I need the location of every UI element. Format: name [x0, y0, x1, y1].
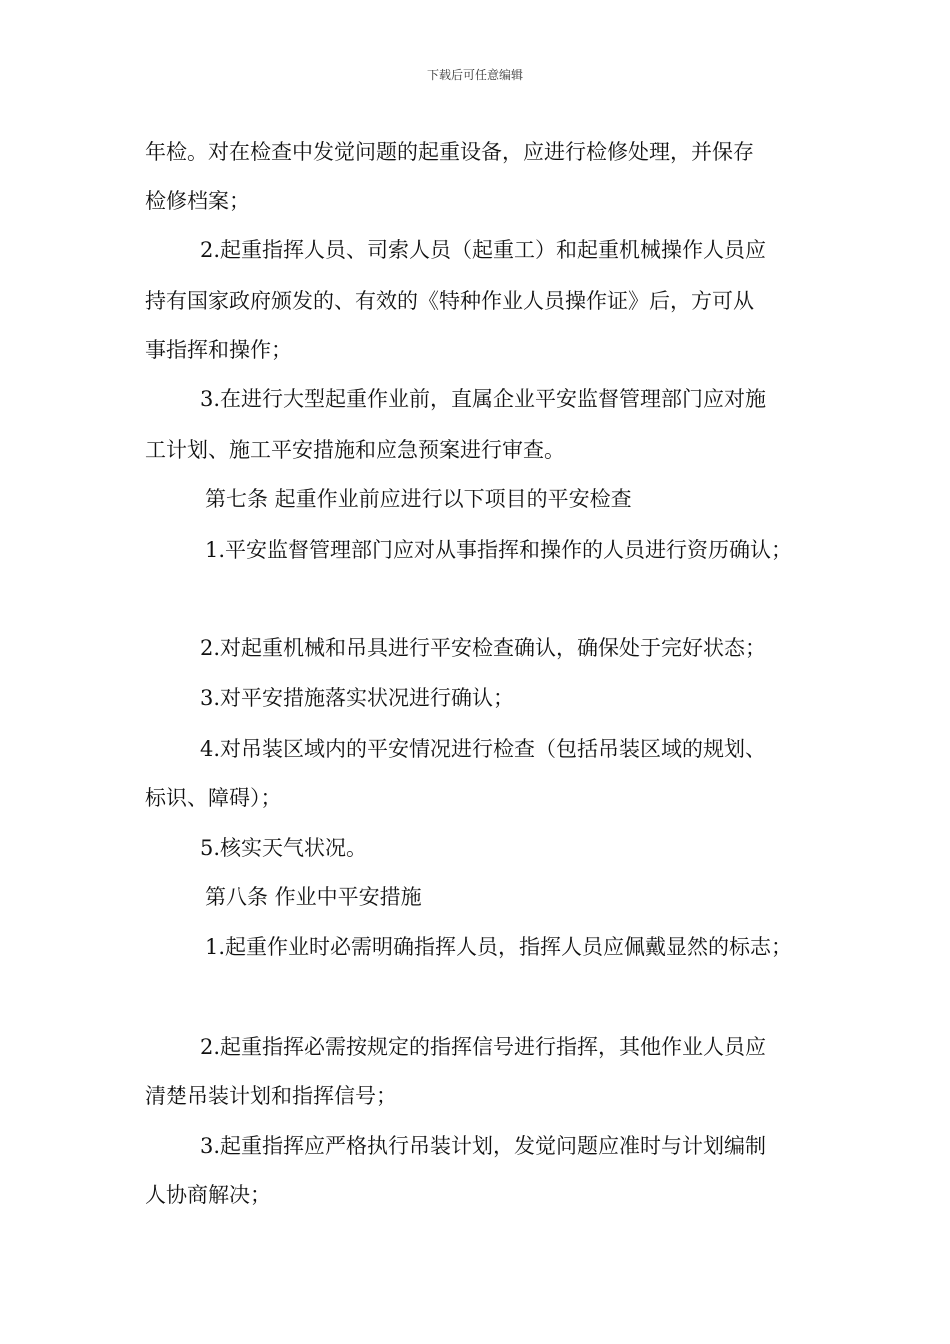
body-line: 1.平安监督管理部门应对从事指挥和操作的人员进行资历确认；: [205, 538, 793, 562]
body-line: 年检。对在检查中发觉问题的起重设备，应进行检修处理，并保存: [145, 140, 754, 164]
body-line: 人协商解决；: [145, 1183, 271, 1207]
body-line: 2.起重指挥人员、司索人员（起重工）和起重机械操作人员应: [200, 238, 767, 262]
body-line: 标识、障碍）；: [145, 786, 282, 810]
body-line: 持有国家政府颁发的、有效的《特种作业人员操作证》后，方可从: [145, 289, 754, 313]
body-line: 5.核实天气状况。: [200, 836, 368, 860]
page-header: 下载后可任意编辑: [426, 68, 523, 82]
body-line: 清楚吊装计划和指挥信号；: [145, 1084, 397, 1108]
body-line: 2.对起重机械和吊具进行平安检查确认，确保处于完好状态；: [200, 636, 767, 660]
article-heading: 第八条 作业中平安措施: [205, 885, 422, 909]
body-line: 3.在进行大型起重作业前，直属企业平安监督管理部门应对施: [200, 387, 767, 411]
body-line: 3.对平安措施落实状况进行确认；: [200, 686, 515, 710]
body-line: 2.起重指挥必需按规定的指挥信号进行指挥，其他作业人员应: [200, 1035, 767, 1059]
body-line: 3.起重指挥应严格执行吊装计划，发觉问题应准时与计划编制: [200, 1134, 767, 1158]
article-heading: 第七条 起重作业前应进行以下项目的平安检查: [205, 487, 632, 511]
body-line: 1.起重作业时必需明确指挥人员，指挥人员应佩戴显然的标志；: [205, 935, 793, 959]
body-line: 检修档案；: [145, 189, 250, 213]
body-line: 4.对吊装区域内的平安情况进行检查（包括吊装区域的规划、: [200, 737, 767, 761]
body-line: 工计划、施工平安措施和应急预案进行审查。: [145, 438, 565, 462]
body-line: 事指挥和操作；: [145, 338, 292, 362]
